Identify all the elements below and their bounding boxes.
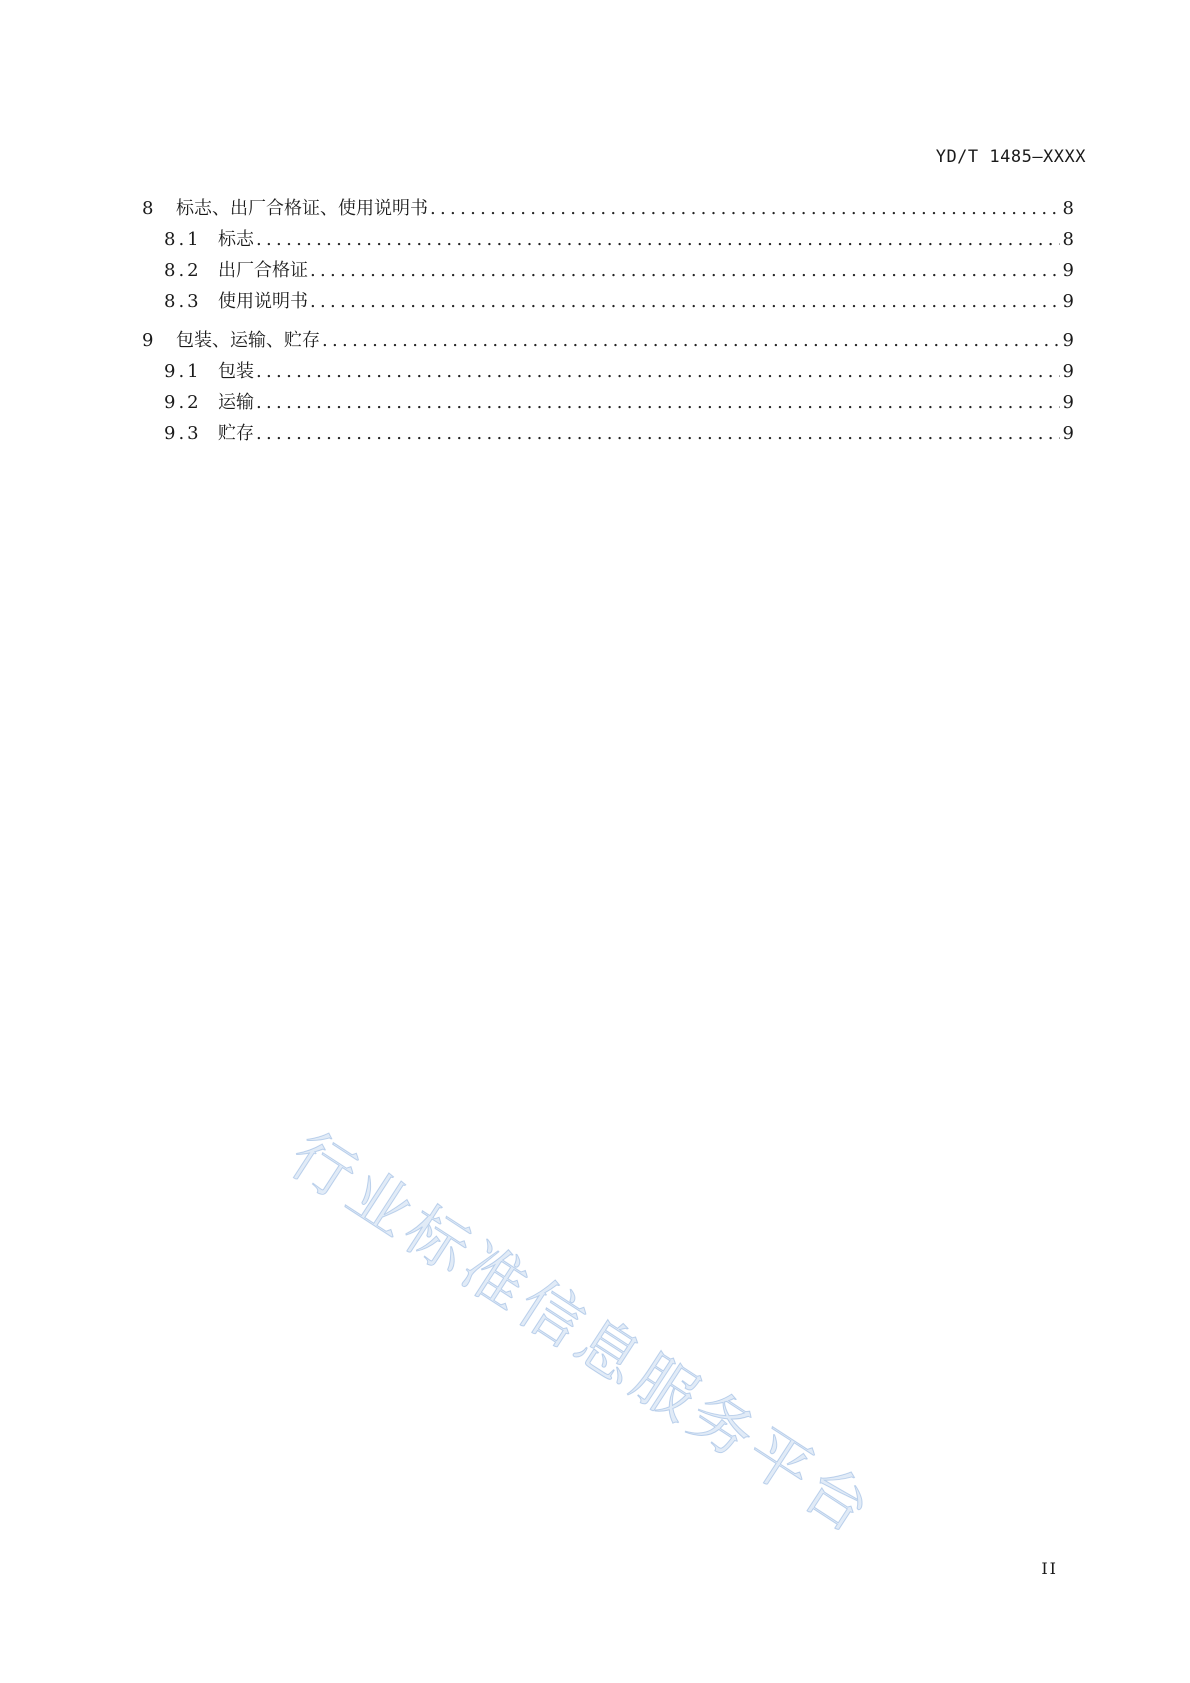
table-of-contents <box>142 193 1074 449</box>
toc-entry[interactable] <box>142 286 1074 317</box>
toc-entry-page: 9 <box>1062 423 1074 444</box>
toc-entry-title: 标志、出厂合格证、使用说明书 <box>176 198 428 219</box>
toc-entry-title: 使用说明书 <box>218 291 308 312</box>
toc-entry-title: 包装、运输、贮存 <box>176 330 320 351</box>
toc-dot-leader <box>256 356 1060 387</box>
toc-entry-number: 9.3 <box>164 423 202 444</box>
toc-dot-leader <box>430 193 1060 224</box>
toc-dot-leader <box>322 325 1060 356</box>
page-number: II <box>1041 1559 1058 1578</box>
toc-entry-page: 9 <box>1062 330 1074 351</box>
toc-entry-title: 运输 <box>218 392 254 413</box>
toc-entry[interactable] <box>142 224 1074 255</box>
toc-entry[interactable] <box>142 193 1074 224</box>
toc-entry-number: 8.3 <box>164 291 202 312</box>
toc-dot-leader <box>310 255 1060 286</box>
toc-entry-page: 9 <box>1062 260 1074 281</box>
toc-dot-leader <box>310 286 1060 317</box>
toc-entry-number: 8.2 <box>164 260 202 281</box>
toc-entry-page: 8 <box>1062 229 1074 250</box>
toc-entry-number: 9 <box>142 330 157 351</box>
toc-dot-leader <box>256 387 1060 418</box>
toc-dot-leader <box>256 418 1060 449</box>
toc-entry-page: 9 <box>1062 361 1074 382</box>
toc-entry-title: 贮存 <box>218 423 254 444</box>
toc-entry-title: 包装 <box>218 361 254 382</box>
toc-entry[interactable] <box>142 418 1074 449</box>
toc-entry-page: 9 <box>1062 392 1074 413</box>
toc-dot-leader <box>256 224 1060 255</box>
toc-entry-title: 出厂合格证 <box>218 260 308 281</box>
document-code: YD/T 1485—XXXX <box>935 147 1086 167</box>
toc-entry[interactable] <box>142 255 1074 286</box>
toc-entry[interactable] <box>142 387 1074 418</box>
watermark: 行业标准信息服务平台 <box>277 1118 888 1550</box>
toc-entry-title: 标志 <box>218 229 254 250</box>
toc-entry-page: 8 <box>1062 198 1074 219</box>
toc-entry-page: 9 <box>1062 291 1074 312</box>
toc-entry-number: 9.2 <box>164 392 202 413</box>
toc-entry-number: 9.1 <box>164 361 202 382</box>
toc-entry-number: 8 <box>142 198 157 219</box>
toc-entry[interactable] <box>142 356 1074 387</box>
toc-entry-number: 8.1 <box>164 229 202 250</box>
toc-entry[interactable] <box>142 325 1074 356</box>
